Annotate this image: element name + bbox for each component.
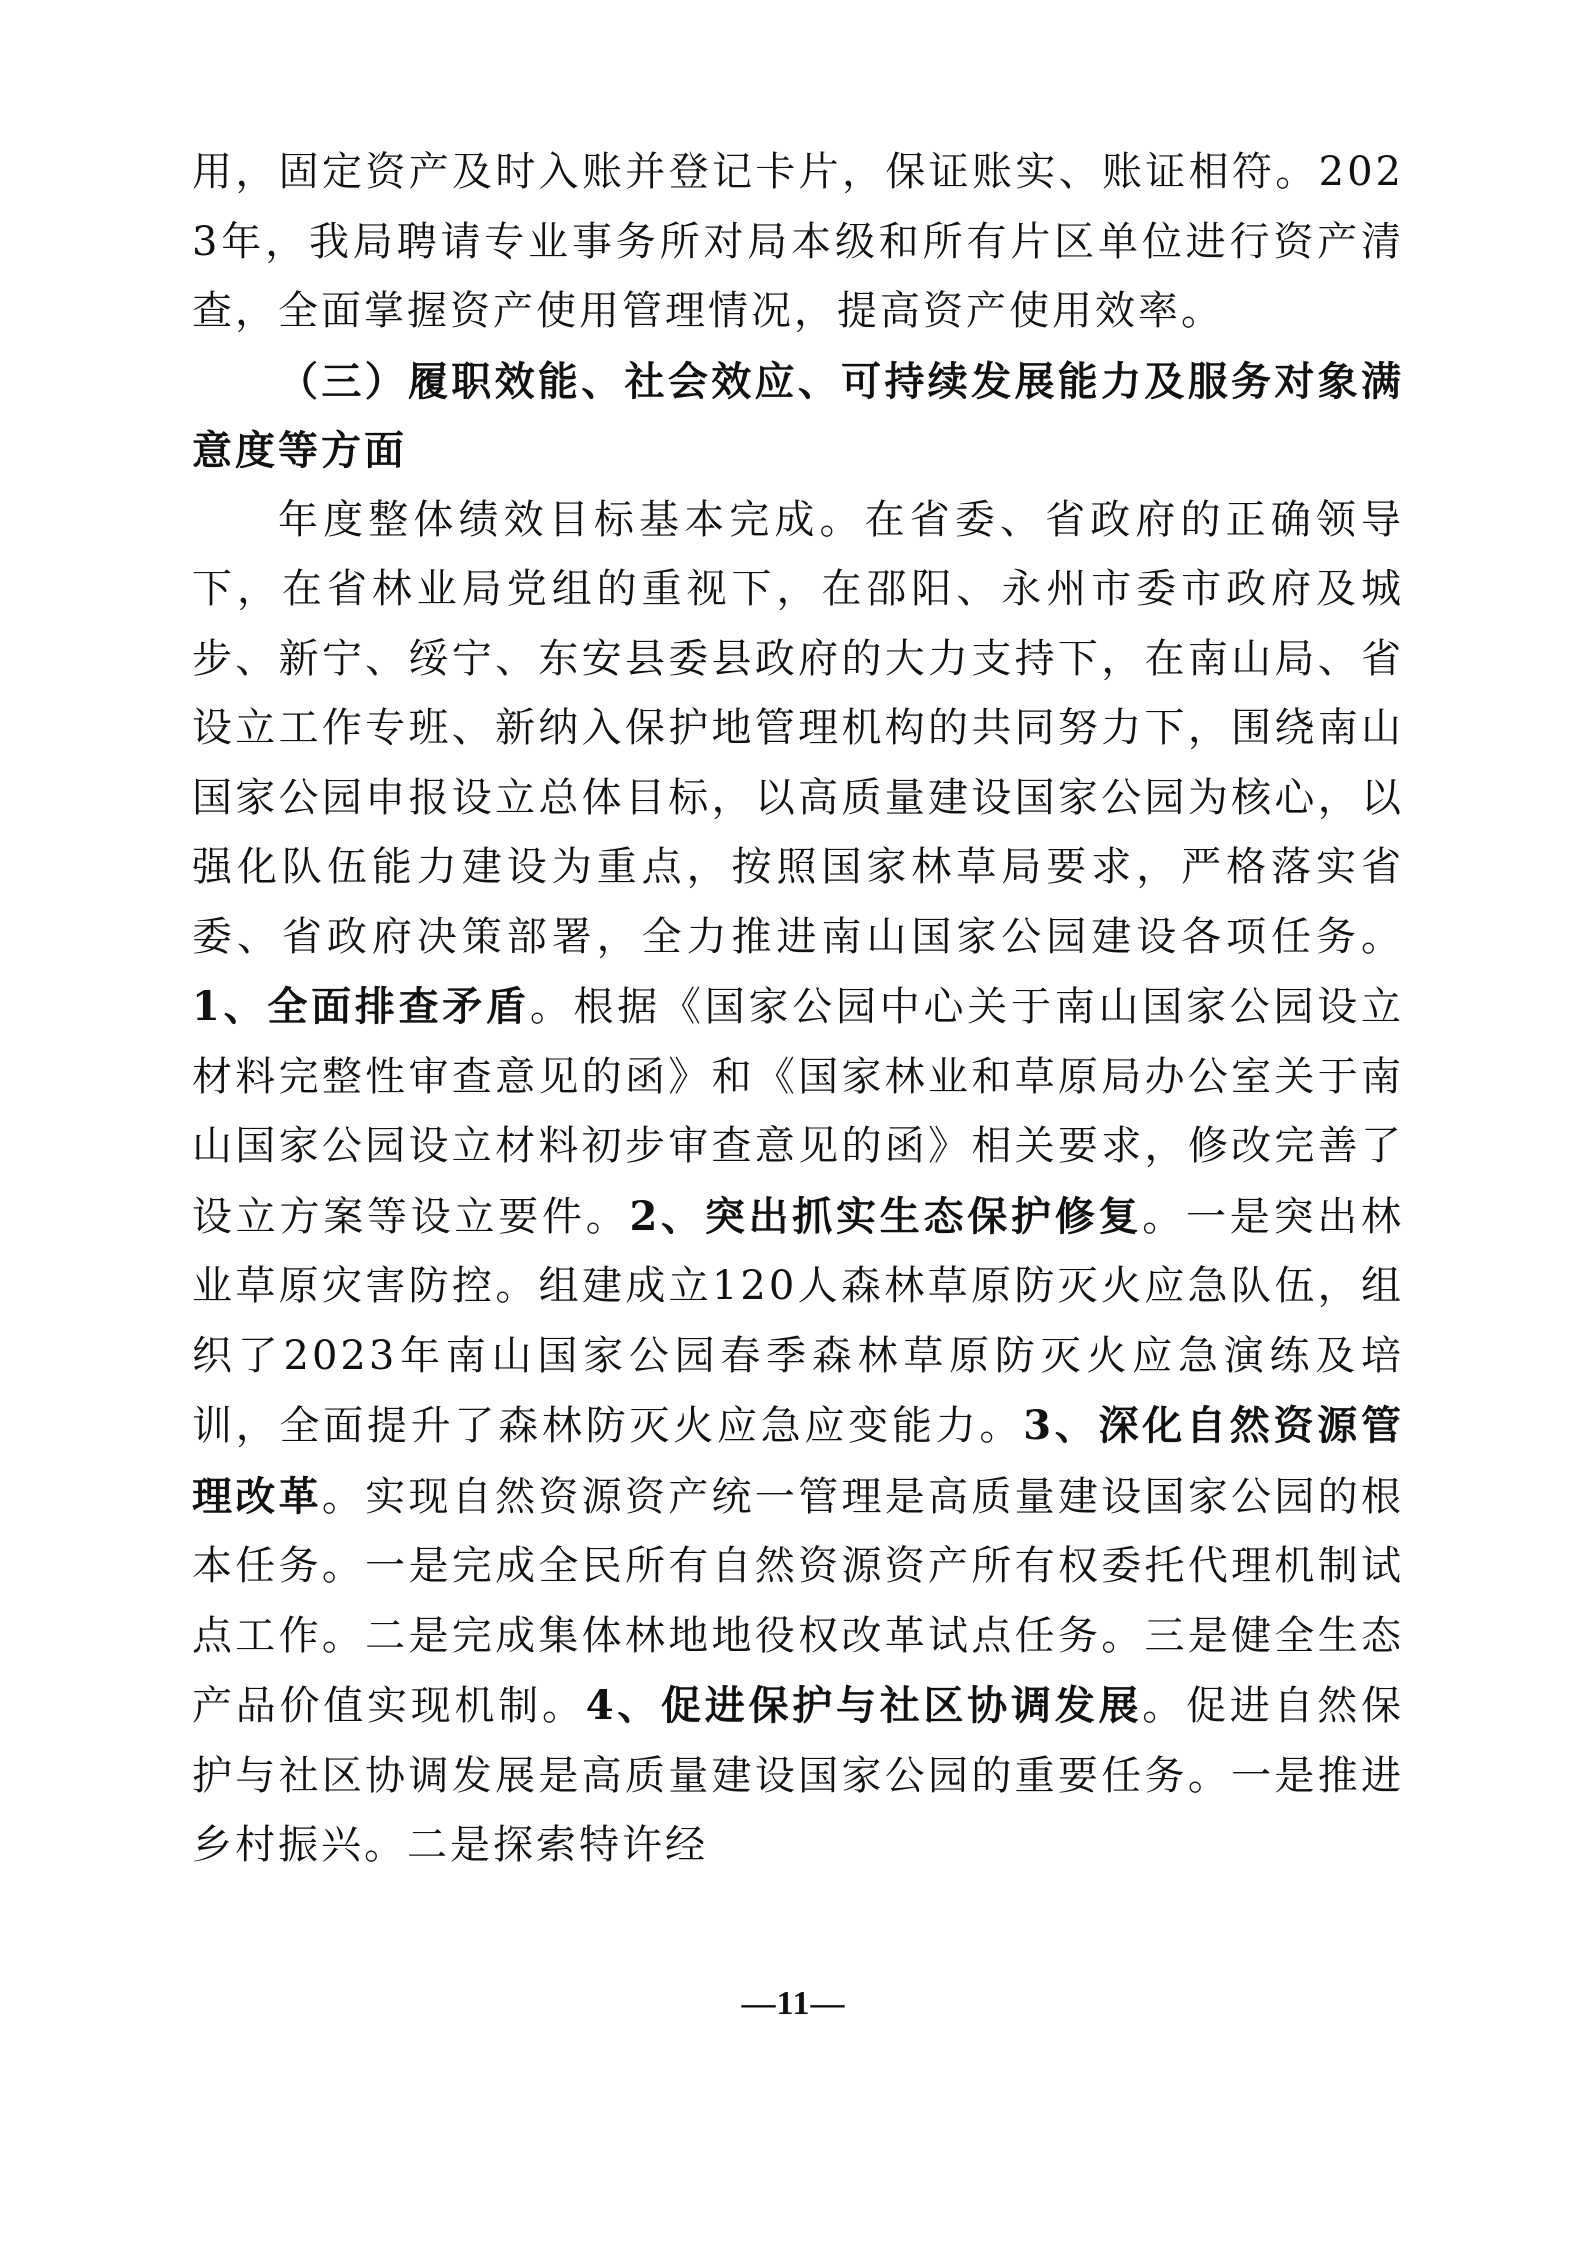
paragraph-text: 。实现自然资源资产统一管理是高质量建设国家公园的根本任务。一是完成全民所有自然资源资产所有权委托代理机制试点工作。二是完成集体林地地役权改革试点任务。三是健全生态产品价值实现机制。 [192, 1473, 1405, 1729]
paragraph-text: 。一是突出林业草原灾害防控。组建成立120人森林草原防灭火应急队伍，组织了2023年南山国家公园春季森林草原防灭火应急演练及培训，全面提升了森林防灭火应急应变能力。 [192, 1193, 1404, 1449]
paragraph-text: 。根据《国家公园中心关于南山国家公园设立材料完整性审查意见的函》和《国家林业和草原局办公室关于南山国家公园设立材料初步审查意见的函》相关要求，修改完善了设立方案等设立要件。 [192, 984, 1404, 1240]
page-number: —11— [741, 1985, 846, 2022]
paragraph-text: 年度整体绩效目标基本完成。在省委、省政府的正确领导下，在省林业局党组的重视下，在邵阳、永州市委市政府及城步、新宁、绥宁、东安县委县政府的大力支持下，在南山局、省设立工作专班、新纳入保护地管理机构的共同努力下，围绕南山国家公园申报设立总体目标，以高质量建设国家公园为核心，以强化队伍能力建设为重点，按照国家林草局要求，严格落实省委、省政府决策部署，全力推进南山国家公园建设各项任务。 [192, 496, 1404, 960]
bold-item-2: 2、突出抓实生态保护修复 [629, 1192, 1143, 1240]
paragraph-performance-goals [192, 486, 1404, 1881]
bold-item-4: 4、促进保护与社区协调发展 [585, 1682, 1143, 1729]
document-body [192, 138, 1404, 1881]
paragraph-text: 。促进自然保护与社区协调发展是高质量建设国家公园的重要任务。一是推进乡村振兴。二是探索特许经 [192, 1683, 1404, 1868]
paragraph-asset-management: 用，固定资产及时入账并登记卡片，保证账实、账证相符。2023年，我局聘请专业事务所对局本级和所有片区单位进行资产清查，全面掌握资产使用管理情况，提高资产使用效率。 [192, 149, 1404, 334]
section-heading: （三）履职效能、社会效应、可持续发展能力及服务对象满意度等方面 [192, 357, 1404, 474]
bold-item-3: 3、深化自然资源管理改革 [192, 1402, 1404, 1520]
bold-item-1: 1、全面排查矛盾 [192, 983, 530, 1030]
